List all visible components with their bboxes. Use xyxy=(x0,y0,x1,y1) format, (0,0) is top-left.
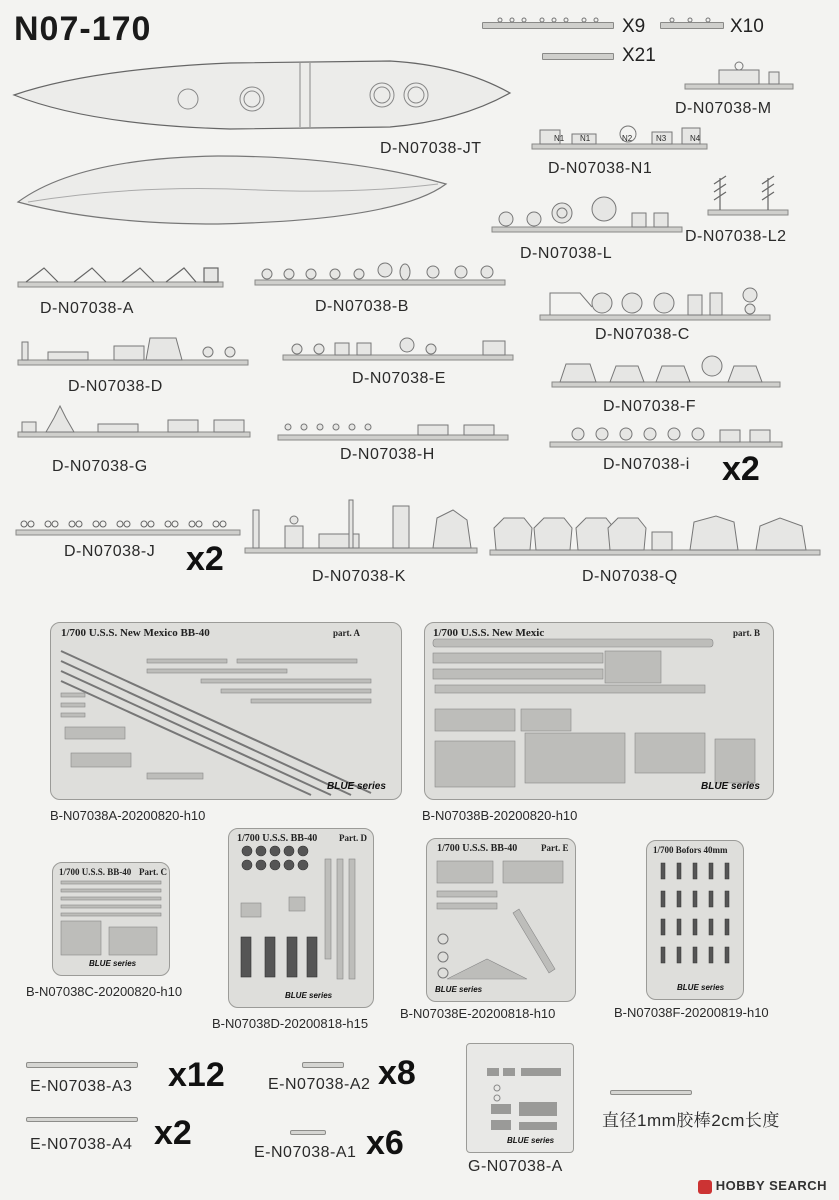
sprue-label-i: D-N07038-i xyxy=(603,456,690,473)
multiplier-a1-x6: x6 xyxy=(366,1124,404,1162)
decal-sheet-brand: BLUE series xyxy=(507,1136,555,1145)
pe-sheet-c-header: 1/700 U.S.S. BB-40 xyxy=(59,867,132,877)
sprue-l2-parts xyxy=(708,170,788,220)
sprue-d-parts xyxy=(18,330,248,370)
multiplier-x10: X10 xyxy=(730,16,764,37)
pe-sheet-f-code: B-N07038F-20200819-h10 xyxy=(614,1005,769,1020)
plastic-rod-note: 直径1mm胶棒2cm长度 xyxy=(602,1111,780,1130)
pe-sheet-b-brand: BLUE series xyxy=(701,781,760,792)
pe-sheet-d-code: B-N07038D-20200818-h15 xyxy=(212,1016,369,1031)
deck-part-jt xyxy=(10,55,510,135)
metal-part-a4-label: E-N07038-A4 xyxy=(30,1136,133,1153)
pe-sheet-d xyxy=(228,828,374,1008)
sprue-g-parts xyxy=(18,402,250,442)
multiplier-a4-x2: x2 xyxy=(154,1114,192,1152)
sprue-label-e: D-N07038-E xyxy=(352,370,446,387)
sprue-j-parts xyxy=(16,514,240,542)
multiplier-a3-x12: x12 xyxy=(168,1056,225,1094)
sprue-label-g: D-N07038-G xyxy=(52,458,148,475)
sprue-label-d: D-N07038-D xyxy=(68,378,163,395)
pe-sheet-a-brand: BLUE series xyxy=(327,781,386,792)
sprue-label-h: D-N07038-H xyxy=(340,446,435,463)
sprue-label-jt: D-N07038-JT xyxy=(380,140,482,157)
metal-part-a3-rod xyxy=(26,1062,138,1068)
sprue-label-c: D-N07038-C xyxy=(595,326,690,343)
sprue-i-parts xyxy=(550,420,782,450)
pe-sheet-c-brand: BLUE series xyxy=(89,959,137,968)
sprue-label-b: D-N07038-B xyxy=(315,298,409,315)
multiplier-a2-x8: x8 xyxy=(378,1054,416,1092)
page-title: N07-170 xyxy=(14,10,152,48)
pe-sheet-f xyxy=(646,840,744,1000)
sprue-label-j: D-N07038-J xyxy=(64,543,156,560)
pe-sheet-b-code: B-N07038B-20200820-h10 xyxy=(422,808,578,823)
pe-sheet-a-parts xyxy=(51,623,401,799)
n1-tag-5: N4 xyxy=(690,134,701,143)
sprue-label-f: D-N07038-F xyxy=(603,398,697,415)
pe-sheet-c-code: B-N07038C-20200820-h10 xyxy=(26,984,183,999)
pe-sheet-e-parts xyxy=(427,839,575,1001)
multiplier-x9: X9 xyxy=(622,16,646,37)
plastic-rod xyxy=(610,1090,692,1095)
sprue-label-l: D-N07038-L xyxy=(520,245,613,262)
hull-part xyxy=(18,150,448,230)
sprue-x9-parts xyxy=(482,14,612,28)
decal-sheet-label: G-N07038-A xyxy=(468,1158,563,1175)
sprue-m-parts xyxy=(685,60,795,100)
metal-part-a1-rod xyxy=(290,1130,326,1135)
sprue-label-l2: D-N07038-L2 xyxy=(685,228,787,245)
sprue-q-parts xyxy=(490,508,820,560)
pe-sheet-f-header: 1/700 Bofors 40mm xyxy=(653,845,728,855)
pe-sheet-b-part: part. B xyxy=(733,628,760,638)
multiplier-i-x2: x2 xyxy=(722,450,760,488)
pe-sheet-c xyxy=(52,862,170,976)
sprue-e-parts xyxy=(283,335,513,365)
pe-sheet-f-brand: BLUE series xyxy=(677,983,725,992)
pe-sheet-e-brand: BLUE series xyxy=(435,985,483,994)
n1-tag-3: N2 xyxy=(622,134,633,143)
pe-sheet-e-part: Part. E xyxy=(541,843,569,853)
metal-part-a1-label: E-N07038-A1 xyxy=(254,1144,357,1161)
hobby-search-logo-icon xyxy=(698,1180,712,1194)
n1-tag-2: N1 xyxy=(580,134,591,143)
pe-sheet-a-code: B-N07038A-20200820-h10 xyxy=(50,808,206,823)
sprue-k-parts xyxy=(245,498,477,560)
pe-sheet-d-header: 1/700 U.S.S. BB-40 xyxy=(237,833,318,844)
n1-tag-1: N1 xyxy=(554,134,565,143)
pe-sheet-e-code: B-N07038E-20200818-h10 xyxy=(400,1006,556,1021)
sprue-label-k: D-N07038-K xyxy=(312,568,406,585)
decal-sheet xyxy=(466,1043,574,1153)
sprue-h-parts xyxy=(278,415,508,445)
pe-sheet-b-header: 1/700 U.S.S. New Mexic xyxy=(433,627,545,639)
sprue-label-q: D-N07038-Q xyxy=(582,568,678,585)
sprue-x21-runner xyxy=(542,53,614,60)
pe-sheet-d-brand: BLUE series xyxy=(285,991,333,1000)
pe-sheet-e xyxy=(426,838,576,1002)
sprue-x10-parts xyxy=(660,14,722,28)
pe-sheet-b-parts xyxy=(425,623,773,799)
sprue-label-n1: D-N07038-N1 xyxy=(548,160,653,177)
pe-sheet-a xyxy=(50,622,402,800)
pe-sheet-e-header: 1/700 U.S.S. BB-40 xyxy=(437,843,518,854)
sprue-label-a: D-N07038-A xyxy=(40,300,134,317)
sprue-c-parts xyxy=(540,285,770,325)
multiplier-x21: X21 xyxy=(622,45,656,66)
n1-tag-4: N3 xyxy=(656,134,667,143)
sprue-f-parts xyxy=(552,352,780,392)
metal-part-a2-rod xyxy=(302,1062,344,1068)
watermark-text: HOBBY SEARCH xyxy=(715,1178,827,1194)
pe-sheet-d-part: Part. D xyxy=(339,833,367,843)
sprue-a-parts xyxy=(18,262,223,292)
metal-part-a4-rod xyxy=(26,1117,138,1122)
multiplier-j-x2: x2 xyxy=(186,540,224,578)
metal-part-a2-label: E-N07038-A2 xyxy=(268,1076,371,1093)
metal-part-a3-label: E-N07038-A3 xyxy=(30,1078,133,1095)
pe-sheet-d-parts xyxy=(229,829,373,1007)
sprue-b-parts xyxy=(255,258,505,288)
sprue-label-m: D-N07038-M xyxy=(675,100,772,117)
pe-sheet-a-header: 1/700 U.S.S. New Mexico BB-40 xyxy=(61,627,210,639)
pe-sheet-f-parts xyxy=(647,841,743,999)
pe-sheet-b xyxy=(424,622,774,800)
pe-sheet-a-part: part. A xyxy=(333,628,360,638)
watermark xyxy=(698,1178,827,1194)
pe-sheet-c-part: Part. C xyxy=(139,867,167,877)
sprue-l-parts xyxy=(492,195,682,240)
